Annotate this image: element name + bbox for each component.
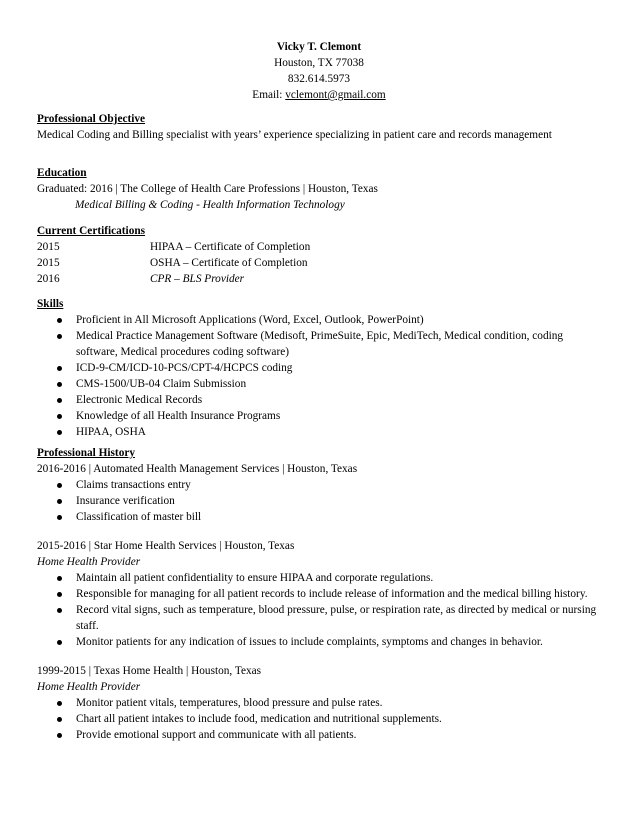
duty-item: Maintain all patient confidentiality to ensure HIPAA and corporate regulations. — [37, 570, 607, 586]
history-section — [37, 445, 607, 743]
education-heading: Education — [37, 167, 87, 179]
job-entry — [37, 663, 607, 743]
certification-year: 2015 — [37, 241, 60, 253]
job-title: Home Health Provider — [37, 681, 141, 693]
duty-item: Classification of master bill — [37, 509, 607, 525]
skill-item: Knowledge of all Health Insurance Programs — [37, 408, 607, 424]
history-heading: Professional History — [37, 447, 136, 459]
certification-row — [37, 255, 607, 271]
job-duties — [37, 570, 607, 650]
certification-year: 2015 — [37, 257, 60, 269]
duty-item: Provide emotional support and communicate with all patients. — [37, 727, 607, 743]
job-duties — [37, 695, 607, 743]
duty-item: Monitor patients for any indication of issues to include complaints, symptoms and changes in behavior. — [37, 634, 607, 650]
job-line: 2016-2016 | Automated Health Management Services | Houston, Texas — [37, 463, 358, 475]
candidate-city: Houston, TX 77038 — [274, 57, 364, 69]
skill-item: Electronic Medical Records — [37, 392, 607, 408]
candidate-phone: 832.614.5973 — [287, 73, 351, 85]
certification-row — [37, 271, 607, 287]
skills-list — [37, 312, 607, 440]
duty-item: Record vital signs, such as temperature, blood pressure, pulse, or respiration rate, as directed by medical or nursing staff. — [37, 602, 607, 634]
skill-item: HIPAA, OSHA — [37, 424, 607, 440]
certification-year: 2016 — [37, 273, 60, 285]
duty-item: Chart all patient intakes to include food, medication and nutritional supplements. — [37, 711, 607, 727]
spacer — [37, 650, 607, 663]
certification-name: CPR – BLS Provider — [150, 273, 245, 285]
duty-item: Claims transactions entry — [37, 477, 607, 493]
certification-name: OSHA – Certificate of Completion — [150, 257, 308, 269]
job-line: 1999-2015 | Texas Home Health | Houston, Texas — [37, 665, 262, 677]
certifications-heading: Current Certifications — [37, 225, 146, 237]
job-entry — [37, 461, 607, 525]
objective-section — [37, 111, 607, 143]
spacer — [37, 525, 607, 538]
education-program: Medical Billing & Coding - Health Information Technology — [75, 199, 345, 211]
skills-section — [37, 296, 607, 440]
certification-name: HIPAA – Certificate of Completion — [150, 241, 311, 253]
objective-text: Medical Coding and Billing specialist with years’ experience specializing in patient care and records management — [37, 129, 552, 141]
certifications-section — [37, 223, 607, 287]
candidate-name: Vicky T. Clemont — [276, 41, 362, 53]
duty-item: Insurance verification — [37, 493, 607, 509]
duty-item: Responsible for managing for all patient records to include release of information and the medical billing history. — [37, 586, 607, 602]
objective-heading: Professional Objective — [37, 113, 146, 125]
job-title: Home Health Provider — [37, 556, 141, 568]
job-line: 2015-2016 | Star Home Health Services | Houston, Texas — [37, 540, 295, 552]
job-duties — [37, 477, 607, 525]
education-line: Graduated: 2016 | The College of Health Care Professions | Houston, Texas — [37, 183, 378, 195]
certification-row — [37, 239, 607, 255]
skill-item: Medical Practice Management Software (Medisoft, PrimeSuite, Epic, MediTech, Medical condition, coding software, Medical procedures coding software) — [37, 328, 607, 360]
resume-header — [0, 39, 638, 103]
email-label: Email: — [252, 89, 283, 101]
email-link[interactable]: vclemont@gmail.com — [285, 89, 386, 101]
skill-item: CMS-1500/UB-04 Claim Submission — [37, 376, 607, 392]
skill-item: Proficient in All Microsoft Applications (Word, Excel, Outlook, PowerPoint) — [37, 312, 607, 328]
education-section — [37, 165, 607, 213]
candidate-email-line — [0, 87, 638, 103]
job-entry — [37, 538, 607, 650]
skills-heading: Skills — [37, 298, 64, 310]
duty-item: Monitor patient vitals, temperatures, blood pressure and pulse rates. — [37, 695, 607, 711]
skill-item: ICD-9-CM/ICD-10-PCS/CPT-4/HCPCS coding — [37, 360, 607, 376]
